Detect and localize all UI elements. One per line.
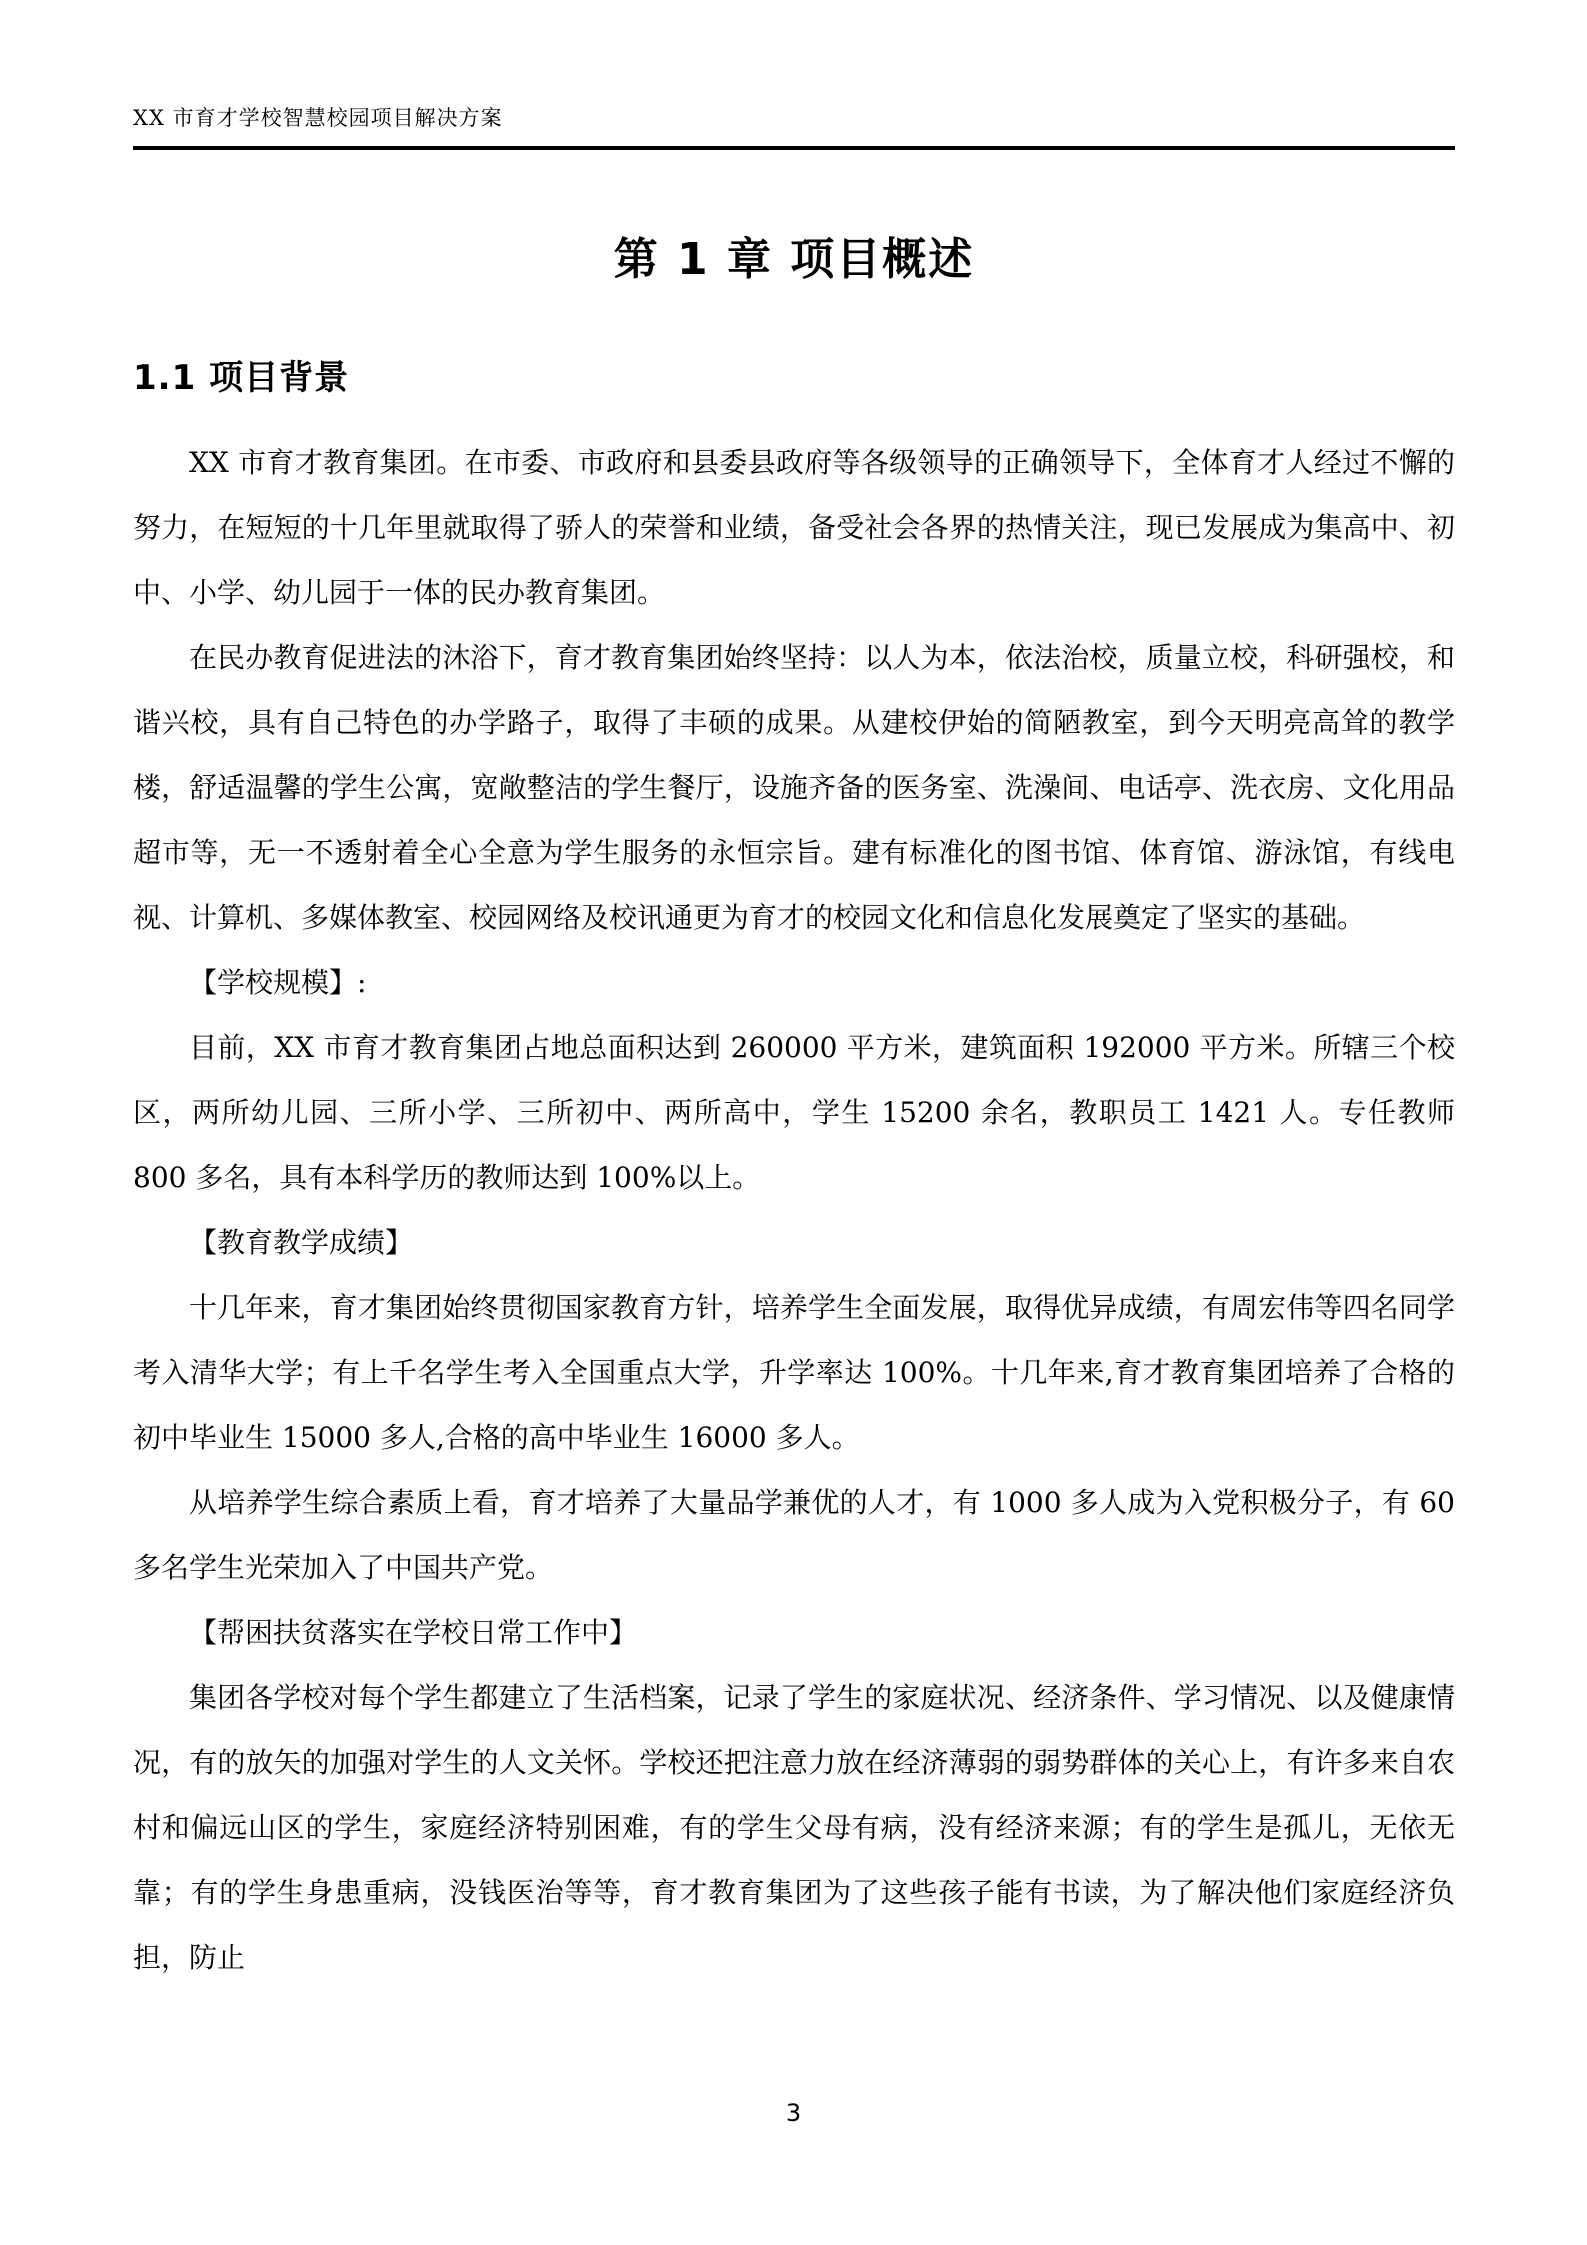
section-heading: 1.1 项目背景 <box>133 358 350 398</box>
paragraph: 目前，XX 市育才教育集团占地总面积达到 260000 平方米，建筑面积 192000 平方米。所辖三个校区，两所幼儿园、三所小学、三所初中、两所高中，学生 15200 余名，教职员工 1421 人。专任教师 800 多名，具有本科学历的教师达到 100%以上。 <box>133 1031 1455 1194</box>
paragraph: 十几年来，育才集团始终贯彻国家教育方针，培养学生全面发展，取得优异成绩，有周宏伟等四名同学考入清华大学；有上千名学生考入全国重点大学，升学率达 100%。十几年来,育才教育集团培养了合格的初中毕业生 15000 多人,合格的高中毕业生 16000 多人。 <box>133 1291 1455 1454</box>
paragraph: XX 市育才教育集团。在市委、市政府和县委县政府等各级领导的正确领导下，全体育才人经过不懈的努力，在短短的十几年里就取得了骄人的荣誉和业绩，备受社会各界的热情关注，现已发展成为集高中、初中、小学、幼儿园于一体的民办教育集团。 <box>133 446 1455 609</box>
paragraph: 集团各学校对每个学生都建立了生活档案，记录了学生的家庭状况、经济条件、学习情况、以及健康情况，有的放矢的加强对学生的人文关怀。学校还把注意力放在经济薄弱的弱势群体的关心上，有许多来自农村和偏远山区的学生，家庭经济特别困难，有的学生父母有病，没有经济来源；有的学生是孤儿，无依无靠；有的学生身患重病，没钱医治等等，育才教育集团为了这些孩子能有书读，为了解决他们家庭经济负担，防止 <box>133 1681 1455 1974</box>
paragraph: 【帮困扶贫落实在学校日常工作中】 <box>189 1616 638 1649</box>
page-header <box>133 106 1455 150</box>
chapter-title: 第 1 章 项目概述 <box>613 234 975 285</box>
paragraph: 【教育教学成绩】 <box>189 1226 414 1259</box>
header-title: XX 市育才学校智慧校园项目解决方案 <box>133 106 503 130</box>
paragraph: 在民办教育促进法的沐浴下，育才教育集团始终坚持：以人为本，依法治校，质量立校，科研强校，和谐兴校，具有自己特色的办学路子，取得了丰硕的成果。从建校伊始的简陋教室，到今天明亮高耸的教学楼，舒适温馨的学生公寓，宽敞整洁的学生餐厅，设施齐备的医务室、洗澡间、电话亭、洗衣房、文化用品超市等，无一不透射着全心全意为学生服务的永恒宗旨。建有标准化的图书馆、体育馆、游泳馆，有线电视、计算机、多媒体教室、校园网络及校讯通更为育才的校园文化和信息化发展奠定了坚实的基础。 <box>133 641 1455 934</box>
page-number: 3 <box>785 2099 802 2127</box>
paragraph: 【学校规模】: <box>189 966 367 999</box>
paragraph-container <box>133 430 1455 1990</box>
document-content <box>133 190 1455 1990</box>
page-footer <box>0 2099 1587 2127</box>
paragraph: 从培养学生综合素质上看，育才培养了大量品学兼优的人才，有 1000 多人成为入党积极分子，有 60 多名学生光荣加入了中国共产党。 <box>133 1486 1455 1584</box>
